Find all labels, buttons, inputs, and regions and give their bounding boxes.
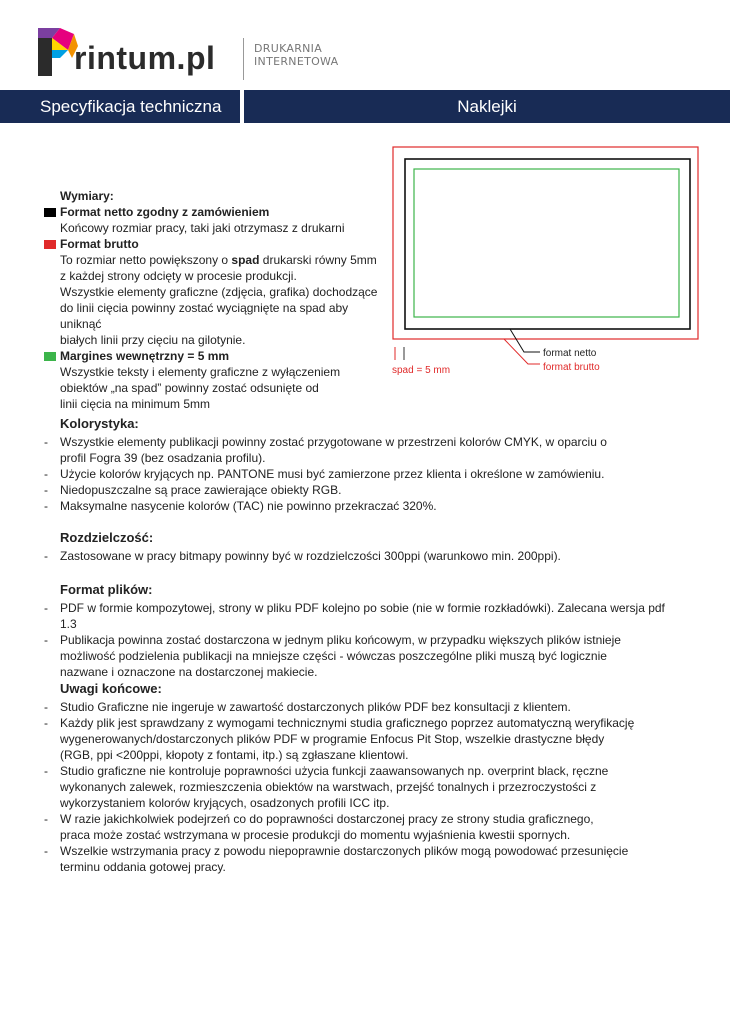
- brutto-description-line: do linii cięcia powinny zostać wyciągnięte na spad aby uniknąć: [60, 301, 349, 331]
- resolution-list: [44, 548, 684, 564]
- spad-label: spad = 5 mm: [392, 365, 451, 376]
- final-notes-list: [44, 699, 684, 875]
- logo-subtitle-line-2: INTERNETOWA: [254, 55, 339, 68]
- list-item: - Studio graficzne nie kontroluje poprawności użycia funkcji zaawansowanych np. overprint black, ręczne wykonanych zalewek, rozmieszczenia obiektów na warstwach, przejść tonalnych i przezroczystości z wykorzystaniem kolorów kryjących, osadzonych profili ICC itp.: [44, 763, 620, 811]
- logo-text: rintum.pl: [74, 40, 216, 76]
- list-item: - W razie jakichkolwiek podejrzeń co do poprawności dostarczonej pracy ze strony studia graficznego, praca może zostać wstrzymana w procesie produkcji do momentu wyjaśnienia kwestii spornych.: [44, 811, 610, 843]
- title-band-right: [244, 90, 730, 123]
- margin-description-line: linii cięcia na minimum 5mm: [60, 397, 211, 411]
- printum-logo-icon: [38, 28, 78, 76]
- final-notes-title: Uwagi końcowe:: [60, 681, 162, 696]
- list-item: - Studio Graficzne nie ingeruje w zawartość dostarczonych plików PDF bez konsultacji z klientem.: [44, 699, 684, 715]
- color-section: [44, 416, 684, 514]
- list-item: - Publikacja powinna zostać dostarczona w jednym pliku końcowym, w przypadku większych plików istnieje możliwość podzielenia publikacji na mniejsze części - wówczas poszczególne pliki muszą być logicznie nazwane i oznaczone na dostarczonej makiecie.: [44, 632, 650, 680]
- netto-swatch: [44, 208, 56, 217]
- dimensions-title: Wymiary:: [60, 189, 114, 203]
- resolution-section: [44, 530, 684, 564]
- logo-subtitle: [254, 42, 338, 68]
- format-diagram: [392, 146, 702, 378]
- final-notes-section: [44, 681, 684, 875]
- list-item: - Wszystkie elementy publikacji powinny zostać przygotowane w przestrzeni kolorów CMYK, w oparciu o profil Fogra 39 (bez osadzania profilu).: [44, 434, 630, 466]
- brutto-description-line: Wszystkie elementy graficzne (zdjęcia, grafika) dochodzące: [60, 285, 378, 299]
- brutto-heading: [44, 236, 389, 252]
- brutto-description-line: z każdej strony odcięty w procesie produkcji.: [60, 269, 297, 283]
- netto-title: Format netto zgodny z zamówieniem: [60, 205, 270, 219]
- netto-description: Końcowy rozmiar pracy, taki jaki otrzymasz z drukarni: [60, 221, 345, 235]
- brutto-text-spad: spad: [231, 253, 260, 267]
- margin-heading: [44, 348, 389, 364]
- margin-swatch: [44, 352, 56, 361]
- product-title: Naklejki: [457, 97, 517, 116]
- title-band-left: [0, 90, 240, 123]
- file-format-section: [44, 582, 684, 680]
- color-list: [44, 434, 684, 514]
- brutto-description-line: białych linii przy cięciu na gilotynie.: [60, 333, 246, 347]
- netto-leader: [510, 329, 540, 352]
- brutto-frame: [393, 147, 698, 339]
- brutto-swatch: [44, 240, 56, 249]
- margin-description-line: Wszystkie teksty i elementy graficzne z wyłączeniem: [60, 365, 341, 379]
- color-title: Kolorystyka:: [60, 416, 139, 431]
- dimensions-section: [44, 188, 389, 412]
- margin-frame: [414, 169, 679, 317]
- list-item: - Użycie kolorów kryjących np. PANTONE musi być zamierzone przez klienta i określone w zamówieniu.: [44, 466, 684, 482]
- list-item: - Zastosowane w pracy bitmapy powinny być w rozdzielczości 300ppi (warunkowo min. 200ppi).: [44, 548, 684, 564]
- brutto-title: Format brutto: [60, 237, 139, 251]
- brutto-label: format brutto: [543, 362, 600, 373]
- list-item: - Każdy plik jest sprawdzany z wymogami technicznymi studia graficznego poprzez automatyczną weryfikację wygenerowanych/dostarczonych plików PDF w programie Enfocus Pit Stop, wszelkie drastyczne błędy (RGB, ppi <200ppi, kłopoty z fontami, itp.) są zgłaszane klientowi.: [44, 715, 640, 763]
- list-item: - Wszelkie wstrzymania pracy z powodu niepoprawnie dostarczonych plików mogą powodować przesunięcie terminu oddania gotowej pracy.: [44, 843, 660, 875]
- brutto-text-a: To rozmiar netto powiększony o: [60, 253, 232, 267]
- list-item: - Maksymalne nasycenie kolorów (TAC) nie powinno przekraczać 320%.: [44, 498, 684, 514]
- list-item: - Niedopuszczalne są prace zawierające obiekty RGB.: [44, 482, 684, 498]
- netto-frame: [405, 159, 690, 329]
- netto-heading: [44, 204, 389, 220]
- file-format-list: [44, 600, 684, 680]
- margin-title: Margines wewnętrzny = 5 mm: [60, 349, 230, 363]
- file-format-title: Format plików:: [60, 582, 153, 597]
- section-title: Specyfikacja techniczna: [40, 97, 222, 116]
- list-item: - PDF w formie kompozytowej, strony w pliku PDF kolejno po sobie (nie w formie rozkładówki). Zalecana wersja pdf 1.3: [44, 600, 684, 632]
- brutto-text-c: drukarski równy 5mm: [259, 253, 377, 267]
- brutto-description-line: [44, 252, 389, 268]
- logo-subtitle-line-1: DRUKARNIA: [254, 42, 323, 55]
- margin-description-line: obiektów „na spad” powinny zostać odsunięte od: [60, 381, 319, 395]
- logo-divider: [243, 38, 244, 80]
- netto-label: format netto: [543, 348, 597, 359]
- resolution-title: Rozdzielczość:: [60, 530, 154, 545]
